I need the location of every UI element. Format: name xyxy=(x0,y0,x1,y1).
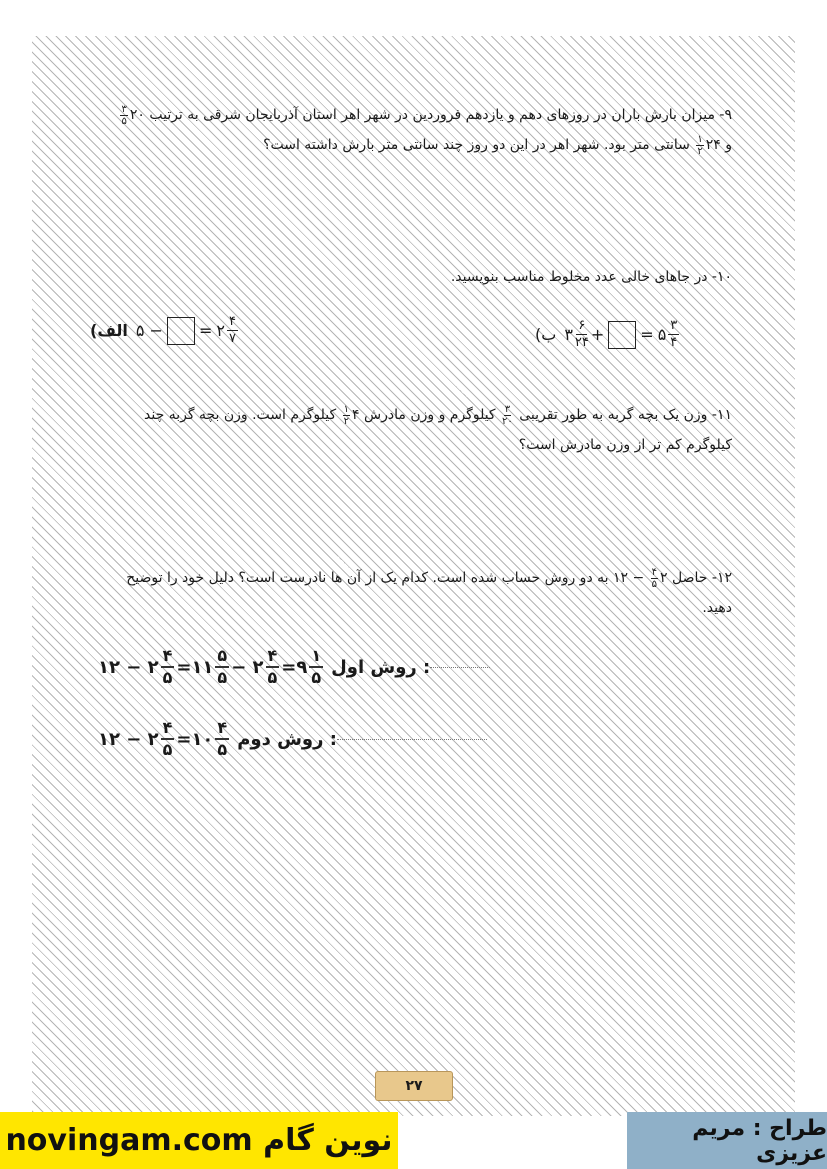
answer-box-a[interactable] xyxy=(167,317,195,345)
q10-a-fraction: ۴ ۷ xyxy=(228,314,236,346)
page-number: ۲۷ xyxy=(375,1071,453,1101)
q9-value-1: ۲۰ $\frac{۳}{۵}$ xyxy=(121,103,145,127)
q10-part-b: (ب ۳ ۶ ۲۴ + = ۵ ۳ ۴ xyxy=(535,318,678,350)
q9-line1: ۹- میزان بارش باران در روزهای دهم و یازدهم فروردین در شهر اهر استان آذربایجان شرقی به ترتیب xyxy=(149,107,732,123)
answer-line-1[interactable] xyxy=(430,666,490,668)
method-1: ۱۲ − ۲ ۴ ۵ = ۱۱ ۵ ۵ − ۲ ۴ ۵ = ۹ ۱ ۵ : روش اول xyxy=(98,646,498,688)
question-12: ۱۲- حاصل ۲ $\frac{۴}{۵}$ − ۱۲ به دو روش حساب شده است. کدام یک از آن ها نادرست است؟ دلیل خود را توضیح دهید. xyxy=(126,566,732,616)
q11-kitten-weight: $\frac{۳}{۲۰}$ xyxy=(502,403,513,427)
question-9: ۹- میزان بارش باران در روزهای دهم و یازدهم فروردین در شهر اهر استان آذربایجان شرقی به ترتیب ۲۰ $\frac{۳}{۵}$ و ۲۴ $\frac{۱}{۲}$ سانتی متر بود. شهر اهر در این دو روز چند سانتی متر بارش داشته است؟ xyxy=(92,100,732,160)
method-2-label: : روش دوم xyxy=(237,728,337,750)
designer-banner: طراح : مریم عزیزی xyxy=(627,1112,827,1169)
method-2: ۱۲ − ۲ ۴ ۵ = ۱۰ ۴ ۵ : روش دوم xyxy=(98,718,495,760)
question-11: ۱۱- وزن یک بچه گربه به طور تقریبی $\frac{۳}{۲۰}$ کیلوگرم و وزن مادرش ۴ $\frac{۱}{۲}$ کیلوگرم است. وزن بچه گربه چند کیلوگرم کم تر از وزن مادرش است؟ xyxy=(144,403,732,453)
q9-value-2: ۲۴ $\frac{۱}{۲}$ xyxy=(697,133,721,157)
question-10-title: ۱۰- در جاهای خالی عدد مخلوط مناسب بنویسید. xyxy=(450,269,732,285)
q10-b-fraction-2: ۳ ۴ xyxy=(670,318,678,350)
answer-box-b[interactable] xyxy=(608,321,636,349)
site-banner[interactable]: novingam.com نوین گام xyxy=(0,1112,398,1169)
q10-b-fraction-1: ۶ ۲۴ xyxy=(574,318,589,350)
q10-part-a: (الف ۵ − = ۲ ۴ ۷ xyxy=(90,314,236,346)
q12-fraction: ۲ $\frac{۴}{۵}$ xyxy=(651,566,668,590)
q9-line2: سانتی متر بود. شهر اهر در این دو روز چند سانتی متر بارش داشته است؟ xyxy=(263,137,690,153)
method-1-label: : روش اول xyxy=(331,656,431,678)
q11-mother-weight: ۴ $\frac{۱}{۲}$ xyxy=(343,403,360,427)
answer-line-2[interactable] xyxy=(337,738,487,740)
